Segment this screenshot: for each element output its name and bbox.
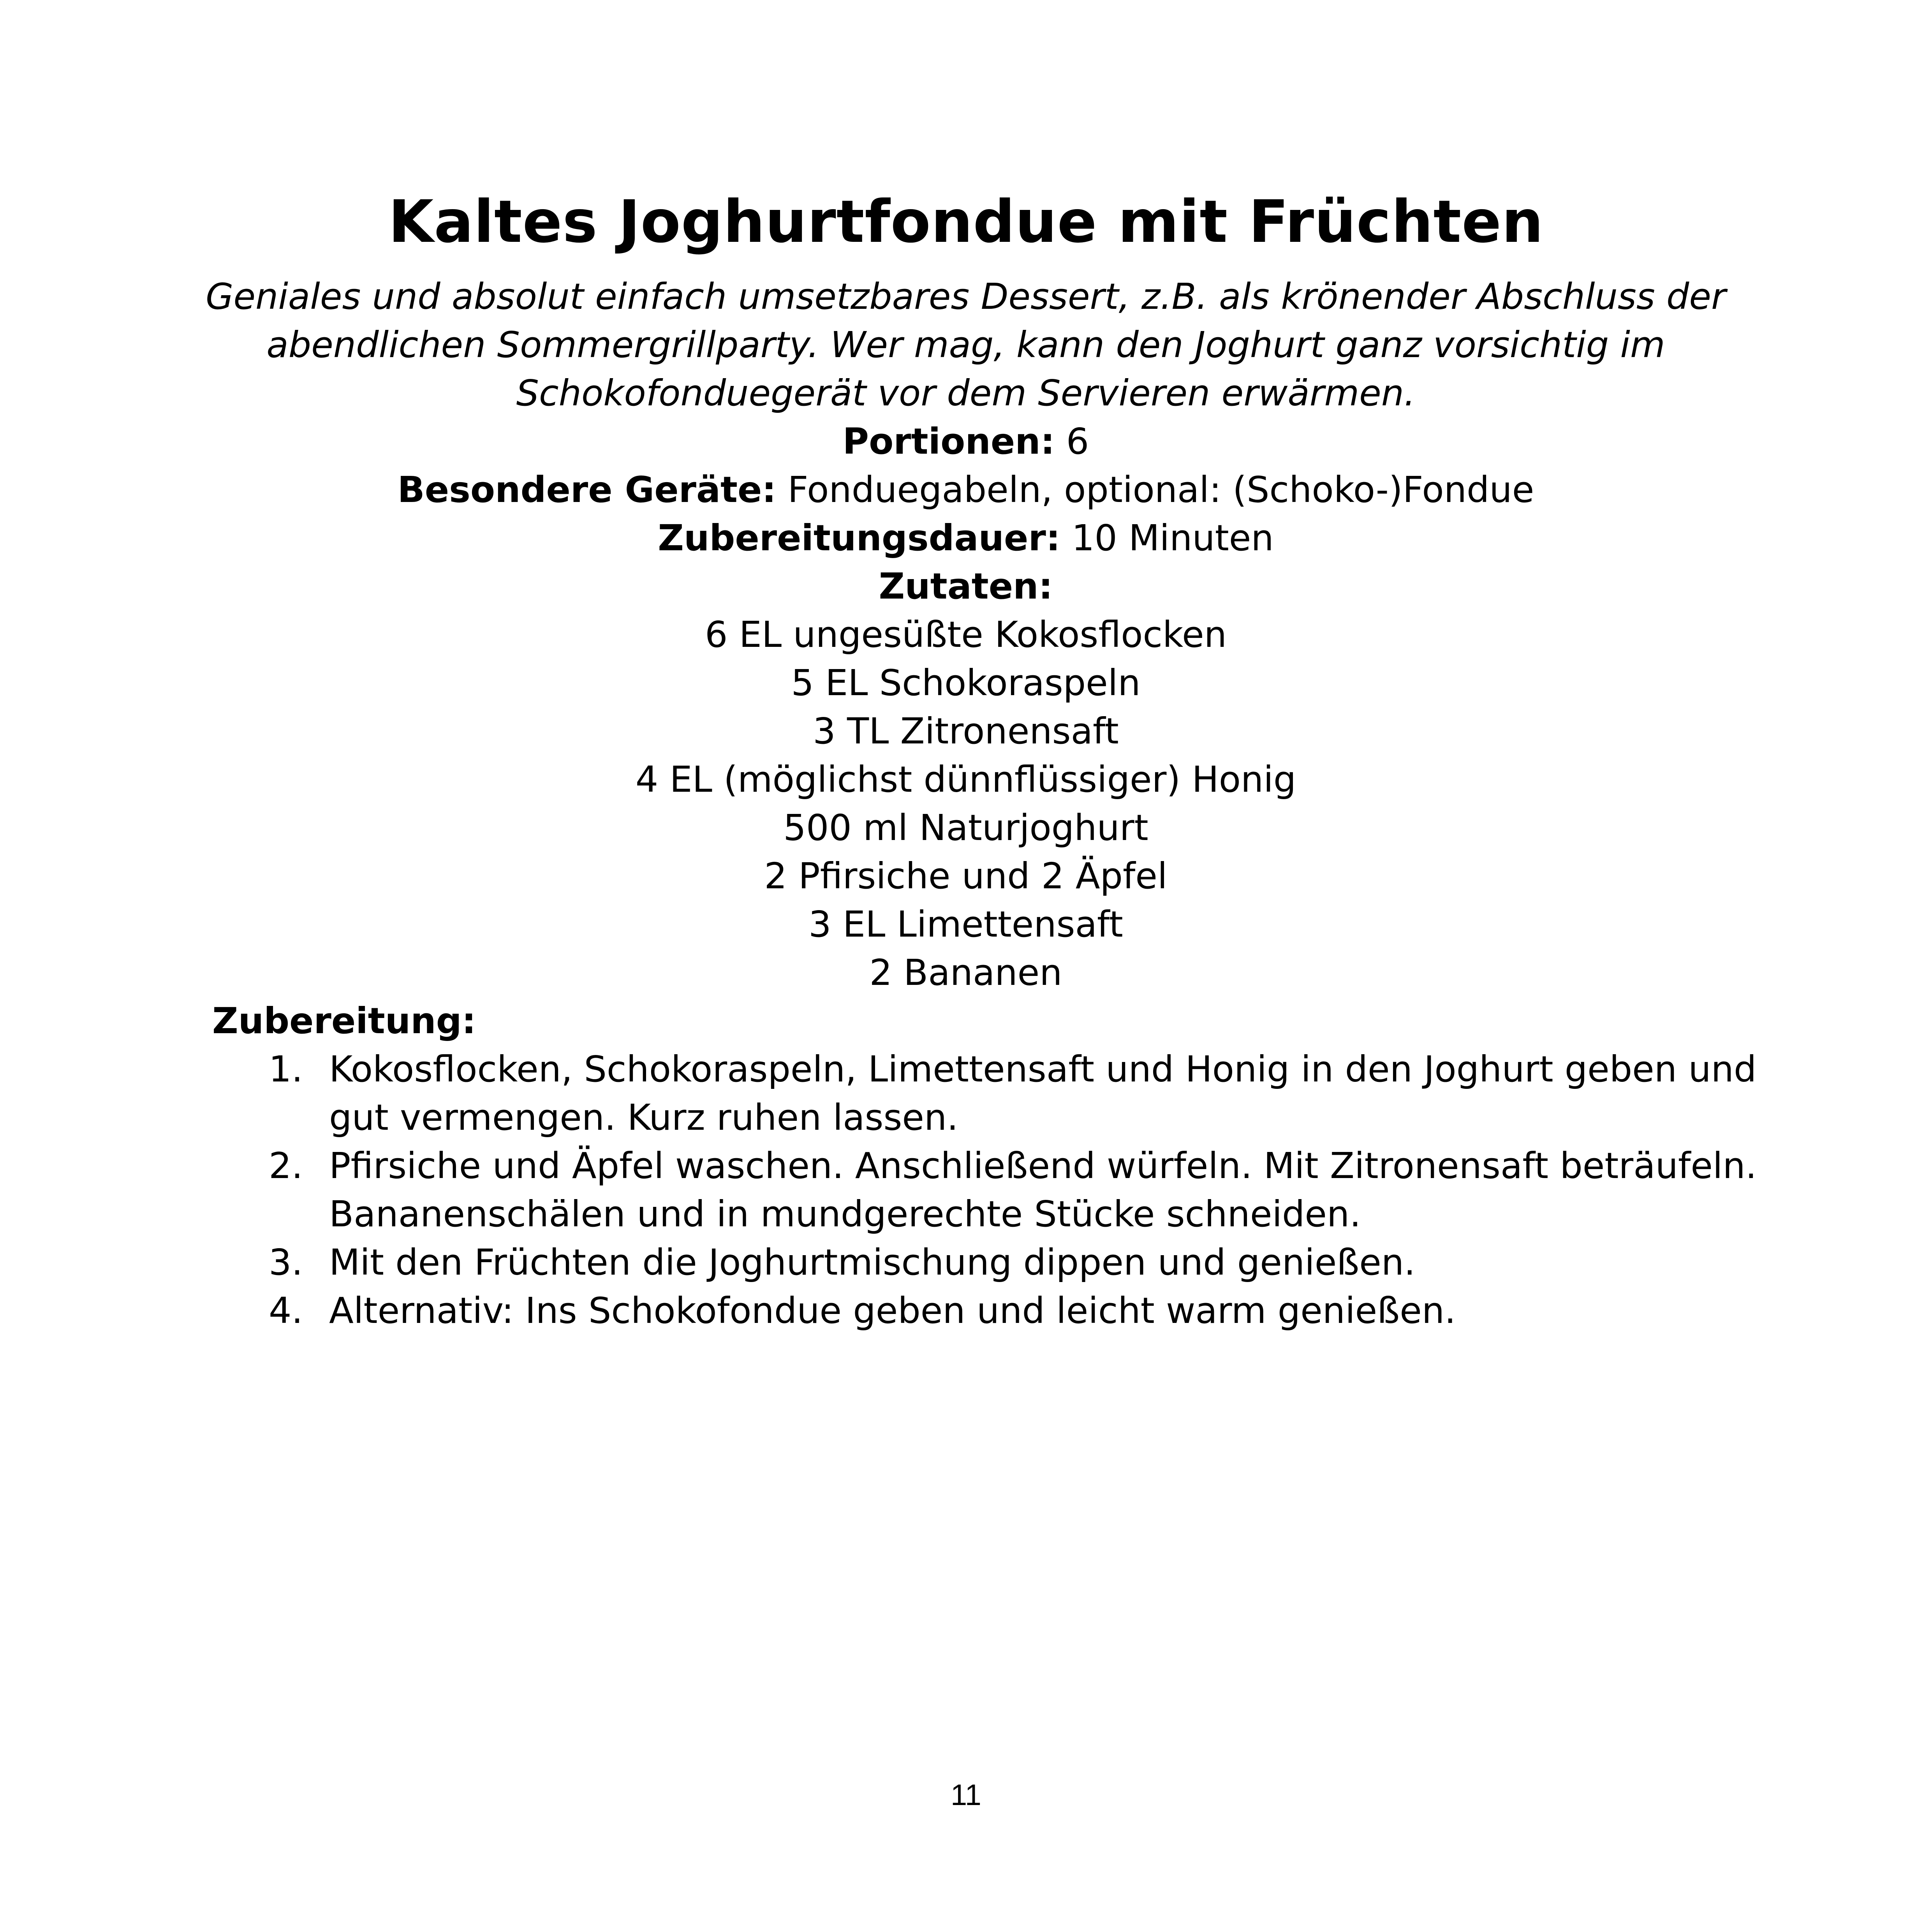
step-item <box>269 1238 1788 1287</box>
ingredient-item: 5 EL Schokoraspeln <box>791 662 1141 704</box>
ingredient-list <box>187 611 1745 997</box>
preparation-heading: Zubereitung: <box>212 1000 476 1042</box>
ingredient-item: 2 Bananen <box>869 952 1062 993</box>
step-item <box>269 1287 1788 1335</box>
recipe-title: Kaltes Joghurtfondue mit Früchten <box>388 188 1544 256</box>
step-number: 4. <box>269 1290 303 1331</box>
ingredient-item: 4 EL (möglichst dünnflüssiger) Honig <box>635 759 1296 800</box>
ingredient-item: 2 Pfirsiche und 2 Äpfel <box>764 855 1168 897</box>
equipment-line <box>187 466 1745 514</box>
equipment-value: Fonduegabeln, optional: (Schoko-)Fondue <box>787 469 1534 511</box>
ingredient-item: 500 ml Naturjoghurt <box>783 807 1148 849</box>
step-item <box>269 1045 1788 1142</box>
page-number: 11 <box>951 1779 981 1812</box>
duration-value: 10 Minuten <box>1071 517 1274 559</box>
ingredient-item: 6 EL ungesüßte Kokosflocken <box>704 614 1227 655</box>
step-number: 2. <box>269 1145 303 1187</box>
recipe-header-block <box>187 273 1745 997</box>
step-text: Mit den Früchten die Joghurtmischung dippen und genießen. <box>329 1242 1416 1283</box>
ingredients-heading: Zutaten: <box>879 565 1053 607</box>
step-text: Kokosflocken, Schokoraspeln, Limettensaft und Honig in den Joghurt geben und gut vermengen. Kurz ruhen lassen. <box>329 1048 1757 1138</box>
ingredient-item: 3 TL Zitronensaft <box>813 710 1119 752</box>
servings-label: Portionen: <box>842 421 1055 462</box>
ingredient-item: 3 EL Limettensaft <box>808 903 1123 945</box>
step-number: 1. <box>269 1048 303 1090</box>
servings-line <box>187 417 1745 466</box>
step-text: Pfirsiche und Äpfel waschen. Anschließend würfeln. Mit Zitronensaft beträufeln. Bananenschälen und in mundgerechte Stücke schneiden. <box>329 1145 1757 1235</box>
duration-label: Zubereitungsdauer: <box>658 517 1060 559</box>
servings-value: 6 <box>1066 421 1089 462</box>
step-number: 3. <box>269 1242 303 1283</box>
recipe-subtitle: Geniales und absolut einfach umsetzbares Dessert, z.B. als krönender Abschluss der abendlichen Sommergrillparty. Wer mag, kann den Joghurt ganz vorsichtig im Schokofonduegerät vor dem Servieren erwärmen. <box>206 276 1726 414</box>
preparation-steps <box>269 1045 1788 1335</box>
step-text: Alternativ: Ins Schokofondue geben und leicht warm genießen. <box>329 1290 1456 1331</box>
step-item <box>269 1142 1788 1238</box>
equipment-label: Besondere Geräte: <box>397 469 777 511</box>
duration-line <box>187 514 1745 562</box>
